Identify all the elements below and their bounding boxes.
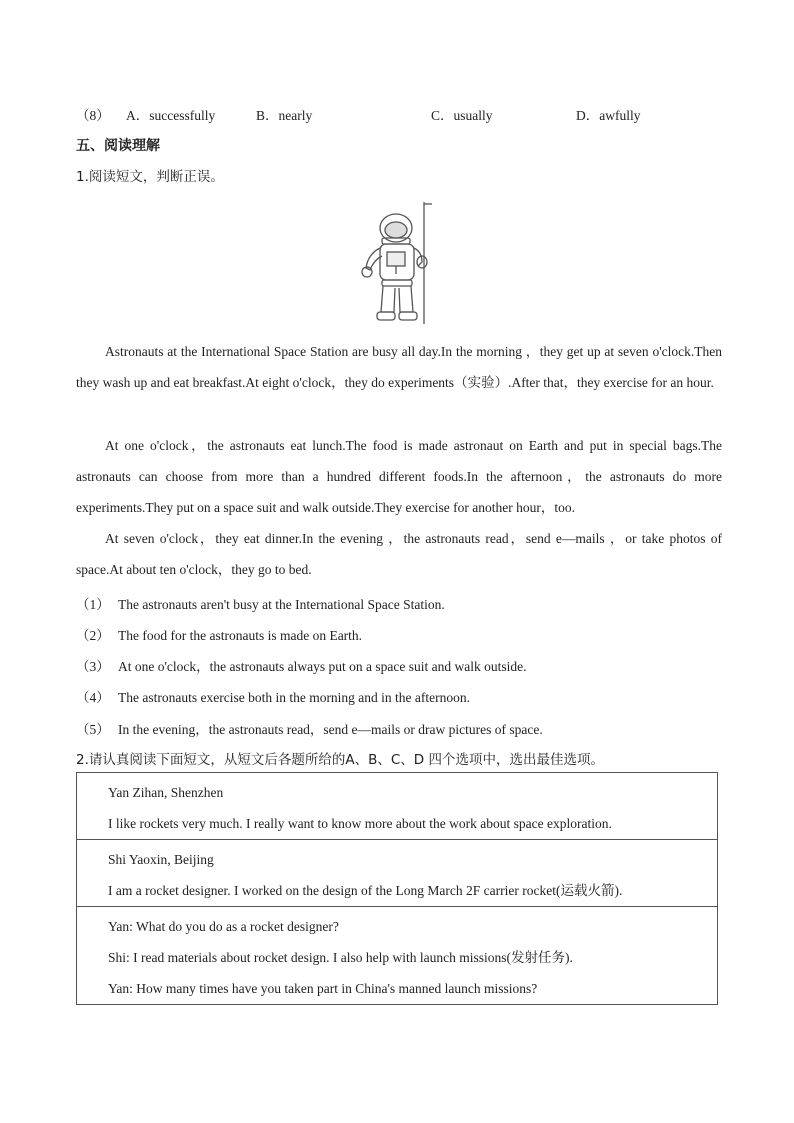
tf-question-text: The astronauts aren't busy at the International Space Station. bbox=[118, 597, 445, 612]
part1-instruction: 1.阅读短文，判断正误。 bbox=[76, 169, 224, 185]
tf-question-text: In the evening，the astronauts read，send e—mails or draw pictures of space. bbox=[118, 722, 543, 737]
box-row-3 bbox=[77, 907, 718, 1005]
tf-question-number: （3） bbox=[76, 659, 110, 674]
passage-paragraph-3: At seven o'clock，they eat dinner.In the evening ，the astronauts read，send e—mails ，or take photos of space.At about ten o'clock，they go to bed. bbox=[76, 531, 722, 577]
tf-question-3 bbox=[76, 655, 526, 675]
dialogue-box bbox=[76, 772, 718, 1005]
box-line: Yan Zihan, Shenzhen bbox=[108, 785, 224, 800]
tf-question-2 bbox=[76, 624, 362, 644]
box-line: I like rockets very much. I really want to know more about the work about space exploration. bbox=[108, 816, 612, 831]
option-c: C．usually bbox=[431, 108, 493, 123]
box-line: I am a rocket designer. I worked on the design of the Long March 2F carrier rocket(运载火箭). bbox=[108, 883, 623, 898]
box-line: Yan: How many times have you taken part in China's manned launch missions? bbox=[108, 981, 538, 996]
box-row-1 bbox=[77, 773, 718, 840]
box-row-2 bbox=[77, 840, 718, 907]
passage-paragraph-2: At one o'clock，the astronauts eat lunch.The food is made astronaut on Earth and put in special bags.The astronauts can choose from more than a hundred different foods.In the afternoon，the astronauts do more experiments.They put on a space suit and walk outside.They exercise for another hour，too. bbox=[76, 438, 722, 515]
tf-question-1 bbox=[76, 593, 445, 613]
tf-question-number: （2） bbox=[76, 628, 110, 643]
tf-question-number: （1） bbox=[76, 597, 110, 612]
tf-question-text: The astronauts exercise both in the morning and in the afternoon. bbox=[118, 690, 471, 705]
option-a: A．successfully bbox=[126, 108, 216, 123]
astronaut-illustration bbox=[356, 196, 438, 328]
box-line: Shi Yaoxin, Beijing bbox=[108, 852, 214, 867]
tf-question-number: （5） bbox=[76, 722, 110, 737]
tf-question-text: At one o'clock，the astronauts always put on a space suit and walk outside. bbox=[118, 659, 527, 674]
section-title: 五、阅读理解 bbox=[76, 138, 160, 154]
question-8-number: （8） bbox=[76, 108, 110, 123]
tf-question-4 bbox=[76, 686, 470, 706]
passage-paragraph-1: Astronauts at the International Space Station are busy all day.In the morning ，they get up at seven o'clock.Then they wash up and eat breakfast.At eight o'clock，they do experiments（实验）.After that，they exercise for an hour. bbox=[76, 344, 722, 390]
tf-question-text: The food for the astronauts is made on Earth. bbox=[118, 628, 363, 643]
box-line: Shi: I read materials about rocket design. I also help with launch missions(发射任务). bbox=[108, 950, 573, 965]
tf-question-5 bbox=[76, 718, 543, 738]
box-line: Yan: What do you do as a rocket designer? bbox=[108, 919, 339, 934]
option-b: B．nearly bbox=[256, 108, 313, 123]
option-d: D．awfully bbox=[576, 108, 641, 123]
tf-question-number: （4） bbox=[76, 690, 110, 705]
part2-instruction: 2.请认真阅读下面短文，从短文后各题所给的A、B、C、D 四个选项中，选出最佳选项。 bbox=[76, 752, 604, 768]
